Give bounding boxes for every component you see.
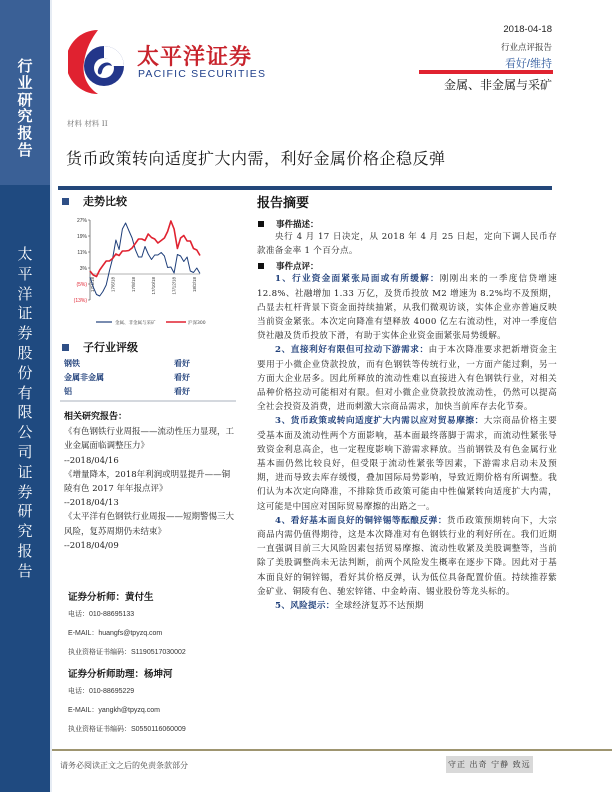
svg-text:17/8/18: 17/8/18: [130, 277, 136, 293]
summary-point-lead: 4、看好基本面良好的铜锌锡等酝酿反弹：: [275, 515, 448, 526]
summary-point-text: 由于本次降准要求把新增资金主要用于小微企业贷款投放，而有色钢铁等传统行业，一方面产能过剩，另一方面大企业居多。因此所释放的流动性难以直接进入有色钢铁行业，对相关品种价格拉动可能相对有限。但对小微企业贷款投放流动性，仍然可以提高全社会投资及消费，进而刺激大宗商品需求，加快当前库存去化节奏。: [257, 345, 557, 413]
pacific-securities-logo-icon: [68, 26, 132, 98]
analyst-phone: 电话：010-88695229: [68, 688, 135, 695]
related-report-item[interactable]: 《增量降本，2018年利润或明显提升——铜陵有色 2017 年年报点评》: [64, 469, 231, 495]
summary-point-lead: 2、直接利好有限但可拉动下游需求：: [275, 345, 429, 356]
svg-text:17/6/18: 17/6/18: [110, 277, 116, 293]
summary-point: [257, 343, 557, 414]
report-type: 行业点评报告: [500, 42, 552, 52]
rating-row: [60, 356, 236, 370]
analyst-email[interactable]: E-MAIL：yangkh@tpyzq.com: [68, 707, 160, 714]
sub-industry-heading: [60, 338, 236, 356]
sub-industry-rating: 看好: [174, 385, 190, 396]
page-title: 货币政策转向适度扩大内需，利好金属价格企稳反弹: [66, 149, 446, 168]
event-description-text: 央行 4 月 17 日决定，从 2018 年 4 月 25 日起，定向下调人民币存款准备金率 1 个百分点。: [257, 232, 557, 257]
square-bullet-icon: [62, 198, 69, 205]
svg-text:金属、非金属与采矿: 金属、非金属与采矿: [115, 321, 156, 326]
svg-text:17/12/18: 17/12/18: [171, 277, 177, 295]
sub-industry-rating: 看好: [174, 357, 190, 368]
company-motto: 守正 出奇 宁静 致远: [446, 756, 533, 773]
breadcrumb: 材料 材料 II: [67, 119, 108, 128]
sub-industry-ratings: [60, 338, 236, 402]
summary-point-lead: 3、货币政策或转向适度扩大内需以应对贸易摩擦：: [275, 416, 484, 427]
analyst-cert: 执业资格证书编码：S0550116060009: [68, 726, 186, 733]
rating-row: [60, 370, 236, 384]
analyst-email[interactable]: E-MAIL：huangfs@tpyzq.com: [68, 630, 163, 637]
event-comment-label: 事件点评：: [276, 261, 319, 272]
analyst-name: 证券分析师助理：杨坤河: [68, 669, 173, 680]
summary-point-text: 全球经济复苏不达预期: [334, 601, 424, 612]
footer-divider: [52, 749, 612, 751]
brand-name-cn: 太平洋证券: [137, 45, 253, 70]
ratings-divider: [60, 400, 236, 402]
sidebar-edge: [50, 0, 52, 792]
industry-rating: 看好/维持: [504, 58, 552, 70]
svg-text:沪深300: 沪深300: [188, 321, 206, 326]
svg-text:(5%): (5%): [76, 282, 87, 288]
title-divider: [58, 186, 552, 190]
svg-text:17/10/18: 17/10/18: [151, 277, 157, 295]
sidebar-report-type: 行 业 研 究 报 告: [17, 57, 33, 159]
sub-industry-name: 金属非金属: [64, 371, 104, 382]
event-description-label: 事件描述：: [276, 219, 319, 230]
rating-row: [60, 384, 236, 398]
header-accent-bar: [419, 70, 553, 74]
analyst-info: [68, 589, 238, 743]
analyst-phone: 电话：010-88695133: [68, 611, 135, 618]
disclaimer-note: 请务必阅读正文之后的免责条款部分: [60, 761, 188, 770]
event-description-heading: [257, 217, 557, 230]
summary-point: [257, 514, 557, 599]
trend-comparison-chart: [60, 212, 236, 330]
report-summary: [257, 192, 557, 613]
related-report-date: --2018/04/16: [64, 455, 119, 466]
analyst-name: 证券分析师：黄付生: [68, 592, 154, 603]
summary-point-text: 刚刚出来的一季度信贷增速 12.8%、社融增加 1.33 万亿，及货币投放 M2 增速为 8.2%均不及预期，凸显去杠杆背景下资金面持续抽紧，从我们微观访谈，实体企业亦普遍反映当前资金紧张。本次定向降准有望释放 4000 亿左右流动性，对冲一季度信贷社融及货币投放下滑，有助于实体企业资金面紧张局势缓解。: [257, 274, 557, 342]
related-reports-heading: 相关研究报告：: [64, 412, 128, 422]
svg-text:18/2/18: 18/2/18: [192, 277, 197, 293]
related-reports: [64, 410, 234, 553]
left-column: [60, 192, 236, 396]
related-report-item[interactable]: 《太平洋有色钢铁行业周报——短期警惕三大风险，复苏周期仍未结束》: [64, 512, 235, 537]
square-bullet-icon: [258, 263, 264, 269]
summary-point: [257, 272, 557, 343]
related-report-date: --2018/04/09: [64, 540, 119, 551]
svg-text:(13%): (13%): [73, 298, 87, 304]
svg-text:27%: 27%: [76, 218, 87, 224]
summary-point-lead: 5、风险提示：: [275, 601, 335, 612]
summary-point: [257, 599, 557, 613]
summary-point-lead: 1、行业资金面紧张局面或有所缓解：: [275, 274, 440, 285]
sub-industry-rating: 看好: [174, 371, 190, 382]
svg-text:3%: 3%: [79, 266, 87, 272]
svg-text:11%: 11%: [77, 250, 87, 256]
sub-industry-name: 钢铁: [64, 357, 80, 368]
svg-text:19%: 19%: [76, 234, 87, 240]
analyst-cert: 执业资格证书编码：S1190517030002: [68, 649, 186, 656]
sub-industry-heading-label: 子行业评级: [83, 341, 138, 354]
trend-heading: [60, 192, 236, 210]
square-bullet-icon: [62, 344, 69, 351]
sector-name: 金属、非金属与采矿: [443, 78, 552, 92]
sub-industry-name: 铝: [64, 385, 72, 396]
related-report-item[interactable]: 《有色钢铁行业周报——流动性压力显现，工业金属面临调整压力》: [64, 427, 235, 452]
summary-heading: 报告摘要: [257, 196, 310, 211]
svg-text:17/4/18: 17/4/18: [90, 277, 95, 293]
square-bullet-icon: [258, 221, 264, 227]
trend-heading-label: 走势比较: [83, 195, 127, 208]
related-report-date: --2018/04/13: [64, 498, 119, 509]
brand-name-en: PACIFIC SECURITIES: [138, 68, 267, 80]
summary-point-text: 货币政策预期转向下，大宗商品内需仍值得期待，这是本次降准对有色钢铁行业的利好所在。我们近期一直强调目前三大风险因素包括贸易摩擦、流动性收紧及美股调整等，当前除了美股调整尚未无法判断，前两个风险发生概率在逐步下降。因此对于基本面良好的铜锌锡，看好其价格反弹，认为低位具备配置价值。持续推荐紫金矿业、铜陵有色、驰宏锌锗、中金岭南、锡业股份等龙头标的。: [257, 515, 557, 597]
summary-point-text: 大宗商品价格主要受基本面及流动性两个方面影响，基本面最终落脚于需求，而流动性紧张导致资金利息高企，也一定程度影响下游需求释放。当前钢铁及有色金属行业基本面仍然比较良好，但受限于流动性紧张等因素，下游需求启动未及预期，进而导致去库存缓慢，叠加国际局势影响，导致近期价格有所调整。我们认为本次定向降准，不排除货币政策可能由中性偏紧转向适度扩大内需，这可能是中国应对国际贸易摩擦的出路之一。: [257, 416, 557, 512]
event-comment-heading: [257, 259, 557, 272]
summary-point: [257, 414, 557, 513]
report-date: 2018-04-18: [503, 24, 552, 35]
sidebar-company-label: 太 平 洋 证 券 股 份 有 限 公 司 证 券 研 究 报 告: [17, 245, 33, 580]
